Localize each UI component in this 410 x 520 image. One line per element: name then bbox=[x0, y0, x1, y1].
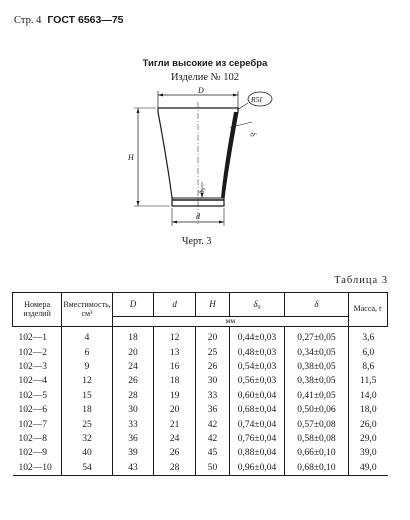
dimensions-table bbox=[12, 292, 388, 476]
table-cell: 102—10 bbox=[18, 462, 52, 473]
table-cell: 0,34±0,05 bbox=[284, 345, 348, 359]
table-cell: 13 bbox=[154, 345, 196, 359]
table-cell: 25 bbox=[62, 417, 112, 431]
table-cell: 26,0 bbox=[349, 417, 388, 431]
table-row bbox=[13, 461, 388, 476]
table-cell: 18 bbox=[154, 374, 196, 388]
table-cell: 3,6 bbox=[349, 327, 388, 346]
table-cell: 45 bbox=[195, 446, 229, 460]
table-cell: 102—2 bbox=[18, 347, 47, 358]
table-cell: 0,56±0,03 bbox=[230, 374, 285, 388]
h-arrow-bottom bbox=[137, 201, 140, 206]
table-cell: 36 bbox=[112, 432, 154, 446]
table-cell: 26 bbox=[112, 374, 154, 388]
table-cell: 102—6 bbox=[18, 405, 47, 416]
small-d-arrow-right bbox=[219, 221, 224, 224]
table-cell: 42 bbox=[195, 417, 229, 431]
col-delta0: δ₀ bbox=[230, 293, 285, 317]
table-cell: 39,0 bbox=[349, 446, 388, 460]
table-cell: 102—4 bbox=[18, 376, 47, 387]
col-capacity: Вместимость, см³ bbox=[62, 293, 112, 327]
table-cell: 8,6 bbox=[349, 360, 388, 374]
col-number: Номера изделий bbox=[13, 293, 62, 327]
table-cell: 50 bbox=[195, 461, 229, 476]
table-cell: 30 bbox=[195, 374, 229, 388]
table-cell: 0,57±0,08 bbox=[284, 417, 348, 431]
table-cell: 18 bbox=[62, 403, 112, 417]
table-cell: 0,38±0,05 bbox=[284, 360, 348, 374]
table-cell: 6 bbox=[62, 345, 112, 359]
table-cell: 0,76±0,04 bbox=[230, 432, 285, 446]
d-arrow-right bbox=[233, 94, 238, 97]
table-cell: 0,74±0,04 bbox=[230, 417, 285, 431]
table-cell: 9 bbox=[62, 360, 112, 374]
table-cell: 32 bbox=[62, 432, 112, 446]
table-cell: 0,68±0,04 bbox=[230, 403, 285, 417]
page-header bbox=[14, 14, 124, 26]
col-unit: мм bbox=[112, 317, 348, 327]
d-arrow-left bbox=[158, 94, 163, 97]
table-cell: 20 bbox=[112, 345, 154, 359]
table-cell: 15 bbox=[62, 389, 112, 403]
table-cell: 12 bbox=[62, 374, 112, 388]
crucible-drawing bbox=[120, 86, 280, 231]
table-cell: 0,48±0,03 bbox=[230, 345, 285, 359]
table-cell: 20 bbox=[195, 327, 229, 346]
table-row bbox=[13, 446, 388, 460]
crucible-wall-section bbox=[221, 112, 238, 198]
label-delta0: δ₀ bbox=[197, 187, 206, 194]
table-cell: 33 bbox=[195, 389, 229, 403]
table-cell: 18,0 bbox=[349, 403, 388, 417]
table-label: Таблица 3 bbox=[334, 275, 388, 286]
figure-caption: Черт. 3 bbox=[182, 236, 212, 247]
table-cell: 6,0 bbox=[349, 345, 388, 359]
col-d: d bbox=[154, 293, 196, 317]
table-cell: 0,54±0,03 bbox=[230, 360, 285, 374]
table-row bbox=[13, 345, 388, 359]
table-cell: 14,0 bbox=[349, 389, 388, 403]
table-cell: 16 bbox=[154, 360, 196, 374]
table-cell: 102—9 bbox=[18, 448, 47, 459]
table-row bbox=[13, 374, 388, 388]
table-cell: 0,88±0,04 bbox=[230, 446, 285, 460]
table-cell: 28 bbox=[112, 389, 154, 403]
col-mass: Масса, г bbox=[349, 293, 388, 327]
label-d: d bbox=[196, 212, 200, 221]
table-cell: 33 bbox=[112, 417, 154, 431]
table-cell: 24 bbox=[154, 432, 196, 446]
table-cell: 20 bbox=[154, 403, 196, 417]
table-cell: 102—5 bbox=[18, 390, 47, 401]
standard-number: ГОСТ 6563—75 bbox=[47, 14, 124, 26]
col-D: D bbox=[112, 293, 154, 317]
table-cell: 0,60±0,04 bbox=[230, 389, 285, 403]
table-cell: 29,0 bbox=[349, 432, 388, 446]
table-cell: 39 bbox=[112, 446, 154, 460]
table-cell: 26 bbox=[154, 446, 196, 460]
table-cell: 21 bbox=[154, 417, 196, 431]
table-cell: 4 bbox=[62, 327, 112, 346]
h-arrow-top bbox=[137, 108, 140, 113]
col-H: H bbox=[195, 293, 229, 317]
table-cell: 102—3 bbox=[18, 361, 47, 372]
table-cell: 11,5 bbox=[349, 374, 388, 388]
label-H: H bbox=[128, 153, 134, 162]
table-row bbox=[13, 389, 388, 403]
label-D: D bbox=[198, 86, 204, 95]
delta-leader bbox=[236, 122, 252, 126]
table-row bbox=[13, 360, 388, 374]
table-cell: 0,44±0,03 bbox=[230, 327, 285, 346]
item-subtitle: Изделие № 102 bbox=[170, 72, 240, 83]
table-cell: 54 bbox=[62, 461, 112, 476]
page-number: Стр. 4 bbox=[14, 15, 42, 26]
table-cell: 12 bbox=[154, 327, 196, 346]
table-cell: 36 bbox=[195, 403, 229, 417]
table-cell: 0,38±0,05 bbox=[284, 374, 348, 388]
table-cell: 0,58±0,08 bbox=[284, 432, 348, 446]
table-cell: 0,50±0,06 bbox=[284, 403, 348, 417]
table-cell: 43 bbox=[112, 461, 154, 476]
table-cell: 25 bbox=[195, 345, 229, 359]
table-cell: 19 bbox=[154, 389, 196, 403]
table-cell: 102—8 bbox=[18, 433, 47, 444]
table-cell: 18 bbox=[112, 327, 154, 346]
label-delta: δ bbox=[248, 130, 258, 139]
table-cell: 0,96±0,04 bbox=[230, 461, 285, 476]
table-cell: 49,0 bbox=[349, 461, 388, 476]
table-row bbox=[13, 403, 388, 417]
table-cell: 26 bbox=[195, 360, 229, 374]
table-cell: 102—7 bbox=[18, 419, 47, 430]
label-radius: R5I bbox=[251, 95, 262, 104]
table-body bbox=[13, 327, 388, 476]
table-cell: 0,27±0,05 bbox=[284, 327, 348, 346]
table-cell: 0,68±0,10 bbox=[284, 461, 348, 476]
table-cell: 0,41±0,05 bbox=[284, 389, 348, 403]
table-cell: 102—1 bbox=[18, 333, 47, 344]
table-row bbox=[13, 432, 388, 446]
table-cell: 42 bbox=[195, 432, 229, 446]
document-title: Тигли высокие из серебра bbox=[142, 58, 268, 69]
table-cell: 0,66±0,10 bbox=[284, 446, 348, 460]
table-row bbox=[13, 327, 388, 346]
radius-leader bbox=[237, 103, 248, 110]
table-row bbox=[13, 417, 388, 431]
small-d-arrow-left bbox=[172, 221, 177, 224]
table-cell: 40 bbox=[62, 446, 112, 460]
table-cell: 30 bbox=[112, 403, 154, 417]
col-delta: δ bbox=[284, 293, 348, 317]
table-cell: 24 bbox=[112, 360, 154, 374]
table-cell: 28 bbox=[154, 461, 196, 476]
